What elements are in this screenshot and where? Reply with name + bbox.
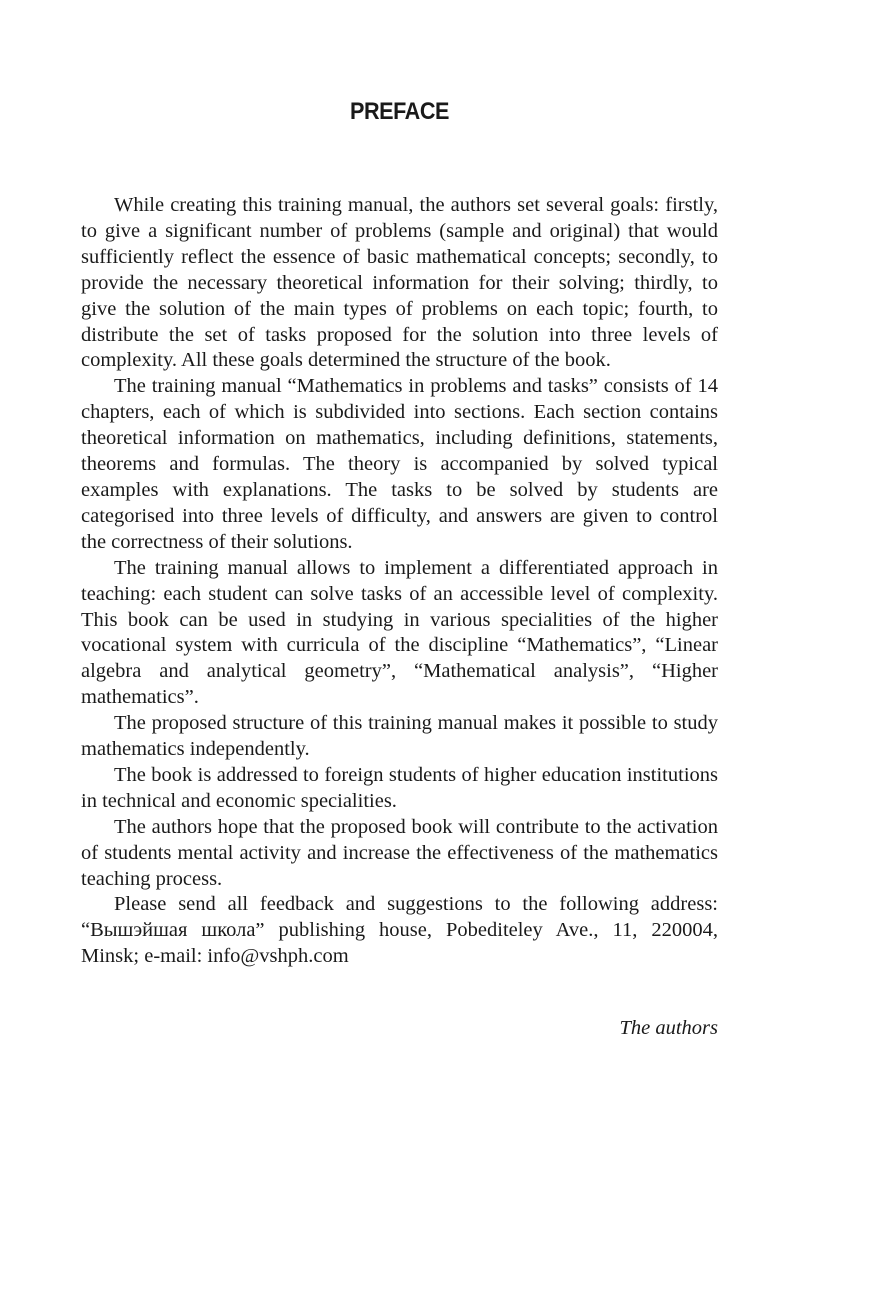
signature: The authors bbox=[619, 1017, 718, 1039]
paragraph-hope: The authors hope that the proposed book will contribute to the activation of students mental activity and increase the effectiveness of the mathematics teaching process. bbox=[81, 815, 718, 890]
paragraph-independent-study: The proposed structure of this training manual makes it possible to study mathematics independently. bbox=[81, 712, 718, 761]
paragraph-structure: The training manual “Mathematics in problems and tasks” consists of 14 chapters, each of which is subdivided into sections. Each section contains theoretical information on mathematics, including definitions, statements, theorems and formulas. The theory is accompanied by solved typical examples with explanations. The tasks to be solved by students are categorised into three levels of difficulty, and answers are given to control the correctness of their solutions. bbox=[81, 375, 718, 553]
page-title: PREFACE bbox=[350, 98, 449, 125]
preface-body bbox=[81, 193, 718, 970]
paragraph-approach: The training manual allows to implement a differentiated approach in teaching: each student can solve tasks of an accessible level of complexity. This book can be used in studying in various specialities of the higher vocational system with curricula of the discipline “Mathematics”, “Linear algebra and analytical geometry”, “Mathematical analysis”, “Higher mathematics”. bbox=[81, 556, 718, 709]
paragraph-audience: The book is addressed to foreign students of higher education institutions in technical and economic specialities. bbox=[81, 763, 718, 812]
paragraph-feedback-address: Please send all feedback and suggestions to the following address: “Вышэйшая школа” publishing house, Pobediteley Ave., 11, 220004, Minsk; e-mail: info@vshph.com bbox=[81, 893, 718, 968]
paragraph-goals: While creating this training manual, the authors set several goals: firstly, to give a significant number of problems (sample and original) that would sufficiently reflect the essence of basic mathematical concepts; secondly, to provide the necessary theoretical information for their solving; thirdly, to give the solution of the main types of problems on each topic; fourth, to distribute the set of tasks proposed for the solution into three levels of complexity. All these goals determined the structure of the book. bbox=[81, 194, 718, 372]
